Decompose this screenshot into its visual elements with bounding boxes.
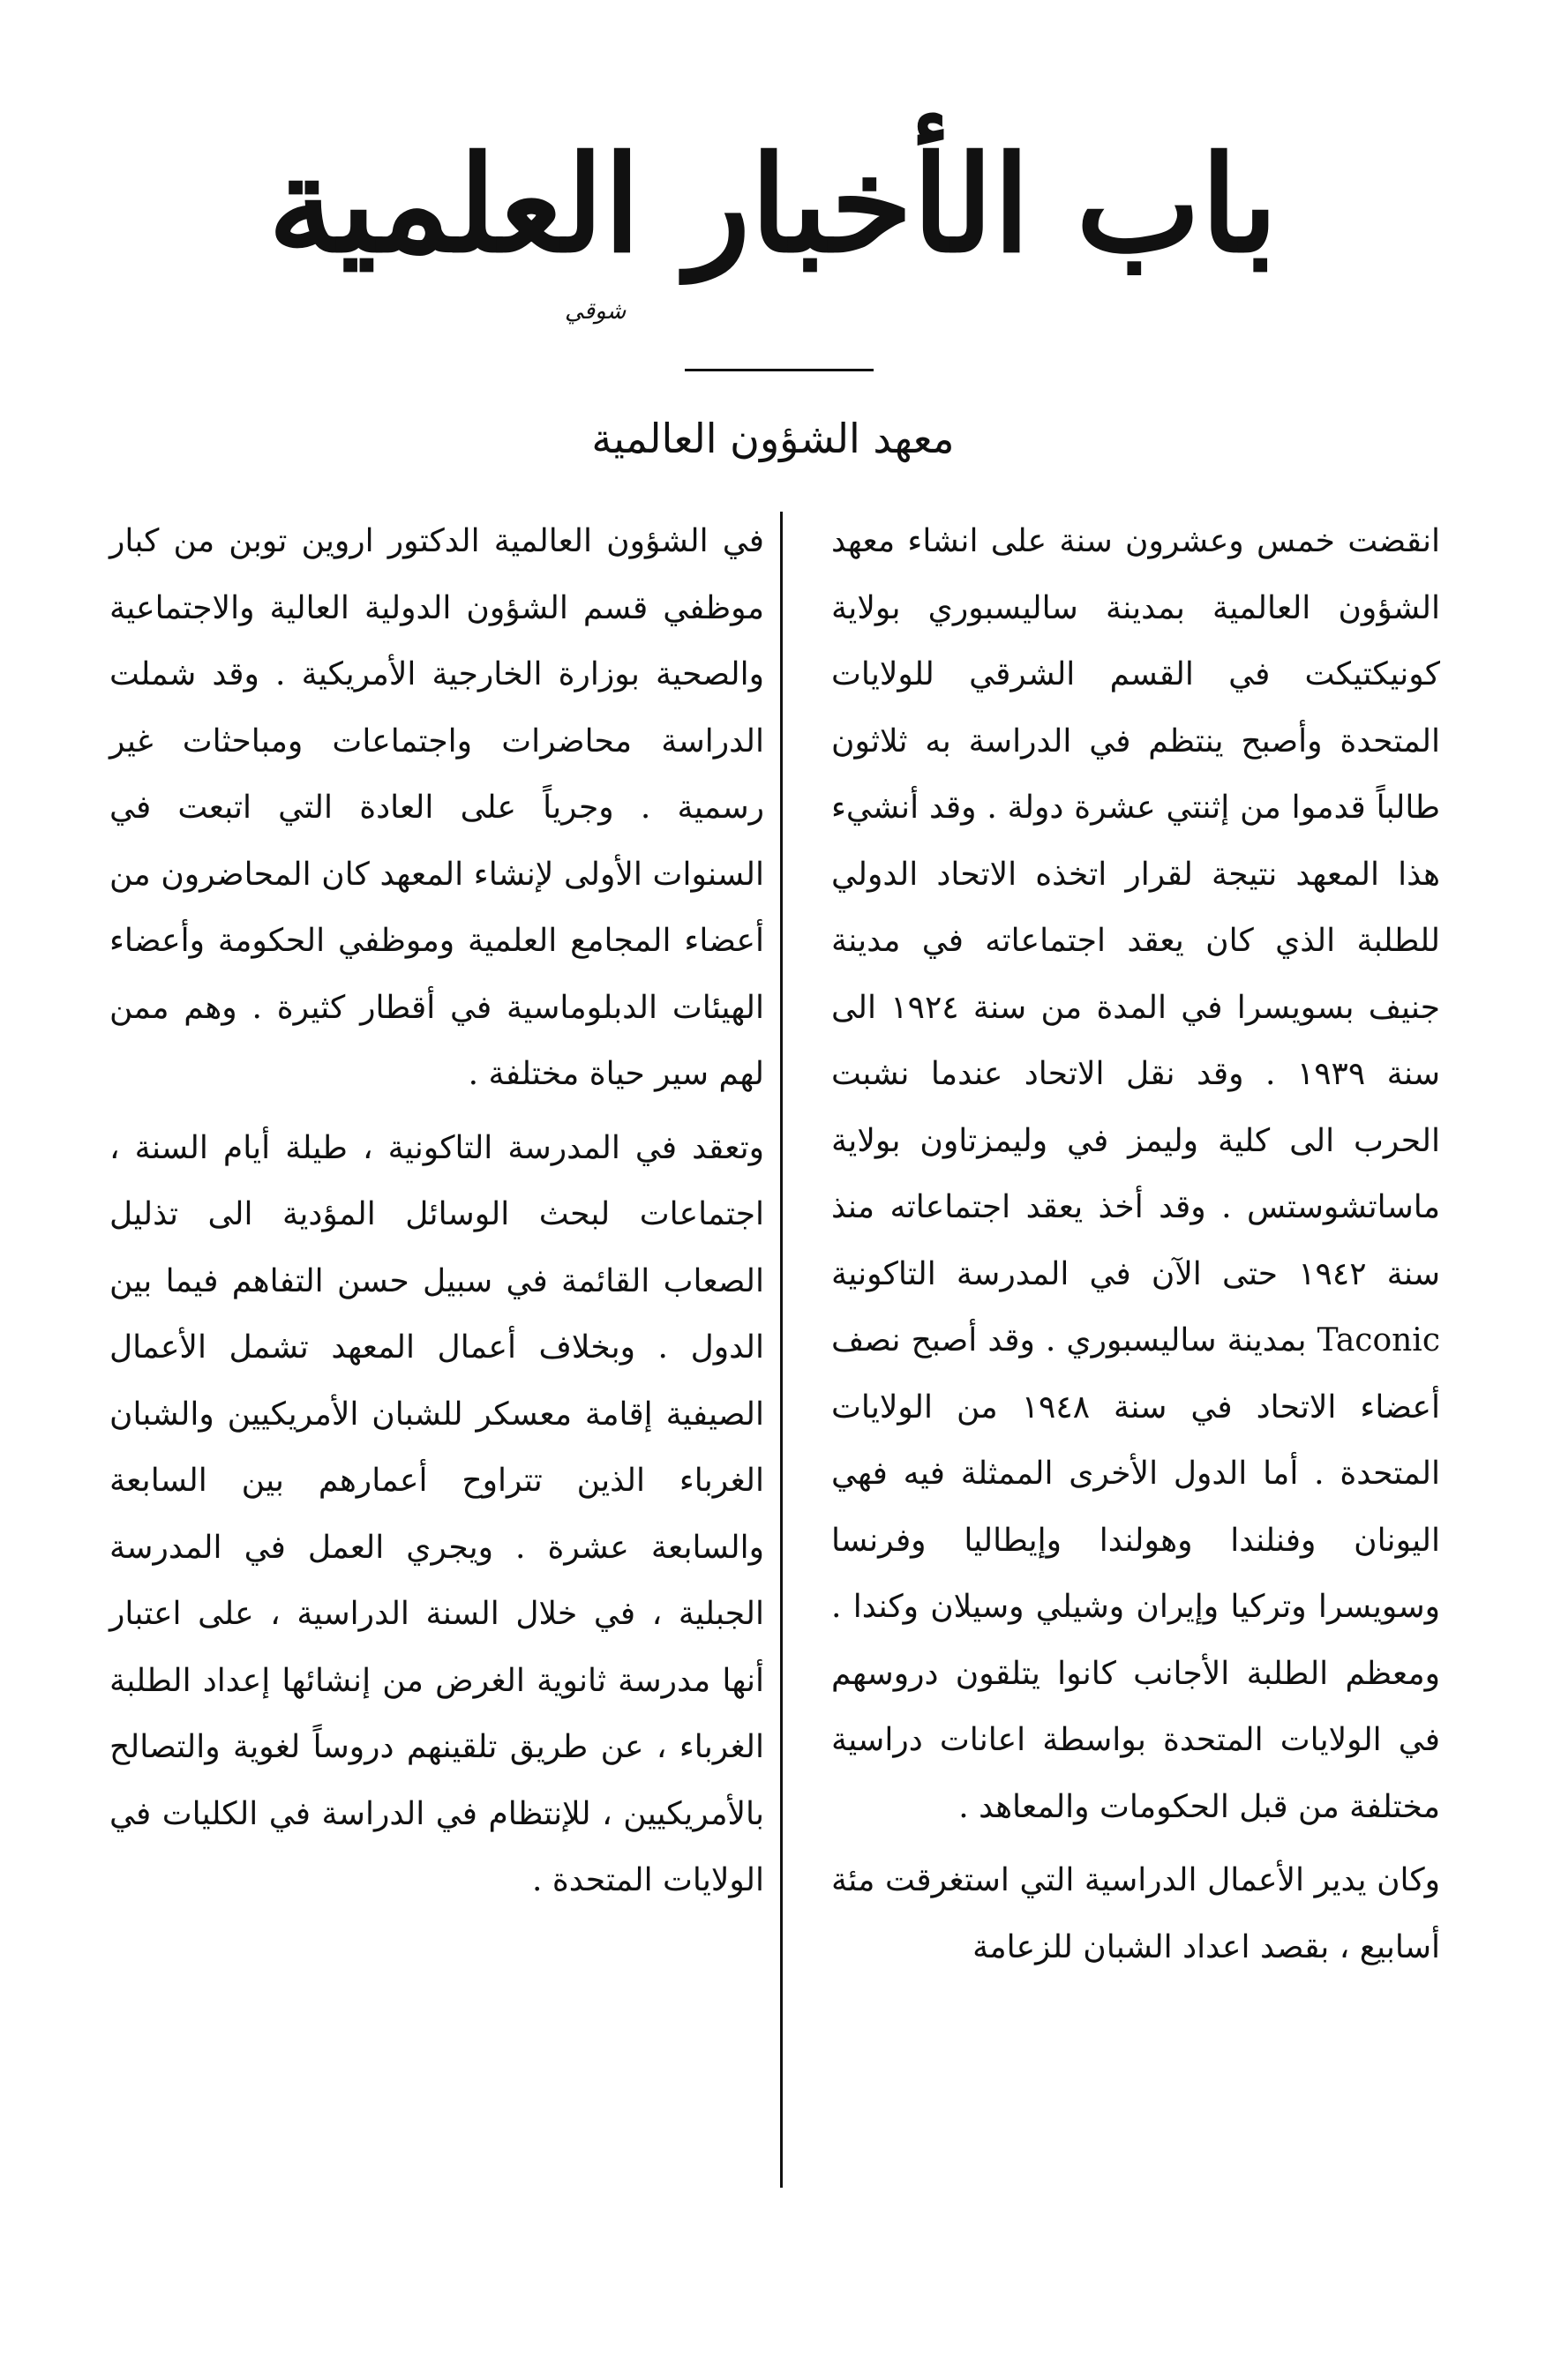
masthead-calligrapher-signature: شوقي [565,298,627,325]
body-paragraph: وكان يدير الأعمال الدراسية التي استغرقت مئة أسابيع ، بقصد اعداد الشبان للزعامة [831,1862,1440,1965]
left-text-column [109,508,764,1914]
body-paragraph: في الشؤون العالمية الدكتور اروين توبن من كبار موظفي قسم الشؤون الدولية العالية والاجتماعية والصحية بوزارة الخارجية الأمريكية . وقد شملت الدراسة محاضرات واجتماعات ومباحثات غير رسمية . وجرياً على العادة التي اتبعت في السنوات الأولى لإنشاء المعهد كان المحاضرون من أعضاء المجامع العلمية وموظفي الحكومة وأعضاء الهيئات الدبلوماسية في أقطار كثيرة . وهم ممن لهم سير حياة مختلفة . [109,523,764,1092]
title-divider [685,369,874,371]
body-paragraph: وتعقد في المدرسة التاكونية ، طيلة أيام السنة ، اجتماعات لبحث الوسائل المؤدية الى تذليل الصعاب القائمة في سبيل حسن التفاهم فيما بين الدول . وبخلاف أعمال المعهد تشمل الأعمال الصيفية إقامة معسكر للشبان الأمريكيين والشبان الغرباء الذين تتراوح أعمارهم بين السابعة والسابعة عشرة . ويجري العمل في المدرسة الجبلية ، في خلال السنة الدراسية ، على اعتبار أنها مدرسة ثانوية الغرض من إنشائها إعداد الطلبة الغرباء ، عن طريق تلقينهم دروساً لغوية والتصالح بالأمريكيين ، للإنتظام في الدراسة في الكليات في الولايات المتحدة . [109,1129,764,1898]
right-text-column [831,508,1440,1980]
column-divider [780,512,783,2188]
article-title: معهد الشؤون العالمية [591,415,955,462]
body-paragraph: انقضت خمس وعشرون سنة على انشاء معهد الشؤون العالمية بمدينة ساليسبوري بولاية كونيكتيكت في القسم الشرقي للولايات المتحدة وأصبح ينتظم في الدراسة به ثلاثون طالباً قدموا من إثنتي عشرة دولة . وقد أنشيء هذا المعهد نتيجة لقرار اتخذه الاتحاد الدولي للطلبة الذي كان يعقد اجتماعاته في مدينة جنيف بسويسرا في المدة من سنة ١٩٢٤ الى سنة ١٩٣٩ . وقد نقل الاتحاد عندما نشبت الحرب الى كلية وليمز في وليمزتاون بولاية ماساتشوستس . وقد أخذ يعقد اجتماعاته منذ سنة ١٩٤٢ حتى الآن في المدرسة التاكونية Taconic بمدينة ساليسبوري . وقد أصبح نصف أعضاء الاتحاد في سنة ١٩٤٨ من الولايات المتحدة . أما الدول الأخرى الممثلة فيه فهي اليونان وفنلندا وهولندا وإيطاليا وفرنسا وسويسرا وتركيا وإيران وشيلي وسيلان وكندا . ومعظم الطلبة الأجانب كانوا يتلقون دروسهم في الولايات المتحدة بواسطة اعانات دراسية مختلفة من قبل الحكومات والمعاهد . [831,523,1441,1825]
section-masthead: باب الأخبار العلمية [267,127,1279,282]
